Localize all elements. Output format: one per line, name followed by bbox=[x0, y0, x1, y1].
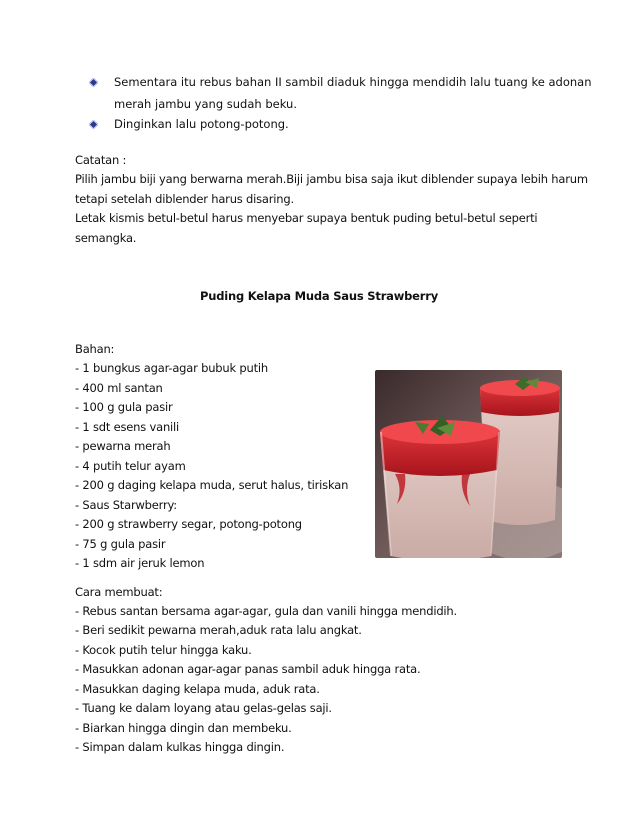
catatan-line: tetapi setelah diblender harus disaring. bbox=[75, 192, 294, 206]
recipe-title: Puding Kelapa Muda Saus Strawberry bbox=[199, 289, 439, 303]
ingredient-item: - 1 sdm air jeruk lemon bbox=[75, 556, 205, 570]
step-item: - Biarkan hingga dingin dan membeku. bbox=[75, 721, 292, 735]
catatan-line: Letak kismis betul-betul harus menyebar supaya bentuk puding betul-betul seperti bbox=[75, 211, 538, 225]
diamond-bullet-icon bbox=[89, 120, 99, 130]
catatan-line: semangka. bbox=[75, 231, 137, 245]
step-item: - Masukkan daging kelapa muda, aduk rata. bbox=[75, 682, 320, 696]
step-item: - Simpan dalam kulkas hingga dingin. bbox=[75, 740, 285, 754]
bahan-heading: Bahan: bbox=[75, 342, 115, 356]
step-item: - Tuang ke dalam loyang atau gelas-gelas saji. bbox=[75, 701, 332, 715]
step-item: - Masukkan adonan agar-agar panas sambil aduk hingga rata. bbox=[75, 662, 421, 676]
ingredient-item: - 400 ml santan bbox=[75, 381, 163, 395]
bullet-line: merah jambu yang sudah beku. bbox=[114, 97, 297, 111]
bullet-line: Sementara itu rebus bahan II sambil diaduk hingga mendidih lalu tuang ke adonan bbox=[114, 75, 592, 89]
ingredient-item: - 1 sdt esens vanili bbox=[75, 420, 180, 434]
pudding-photo bbox=[375, 370, 562, 558]
ingredient-item: - Saus Starwberry: bbox=[75, 498, 177, 512]
step-item: - Rebus santan bersama agar-agar, gula dan vanili hingga mendidih. bbox=[75, 604, 457, 618]
pudding-illustration bbox=[375, 370, 562, 558]
ingredient-item: - 4 putih telur ayam bbox=[75, 459, 186, 473]
bullet-line: Dinginkan lalu potong-potong. bbox=[114, 117, 289, 131]
ingredient-item: - 200 g daging kelapa muda, serut halus, tiriskan bbox=[75, 478, 349, 492]
ingredient-item: - 75 g gula pasir bbox=[75, 537, 166, 551]
step-item: - Beri sedikit pewarna merah,aduk rata lalu angkat. bbox=[75, 623, 362, 637]
catatan-line: Pilih jambu biji yang berwarna merah.Biji jambu bisa saja ikut diblender supaya lebih harum bbox=[75, 172, 588, 186]
catatan-heading: Catatan : bbox=[75, 153, 127, 167]
step-item: - Kocok putih telur hingga kaku. bbox=[75, 643, 252, 657]
diamond-bullet-icon bbox=[89, 78, 99, 88]
ingredient-item: - pewarna merah bbox=[75, 439, 171, 453]
ingredient-item: - 100 g gula pasir bbox=[75, 400, 173, 414]
ingredient-item: - 1 bungkus agar-agar bubuk putih bbox=[75, 361, 268, 375]
cara-heading: Cara membuat: bbox=[75, 585, 163, 599]
ingredient-item: - 200 g strawberry segar, potong-potong bbox=[75, 517, 302, 531]
